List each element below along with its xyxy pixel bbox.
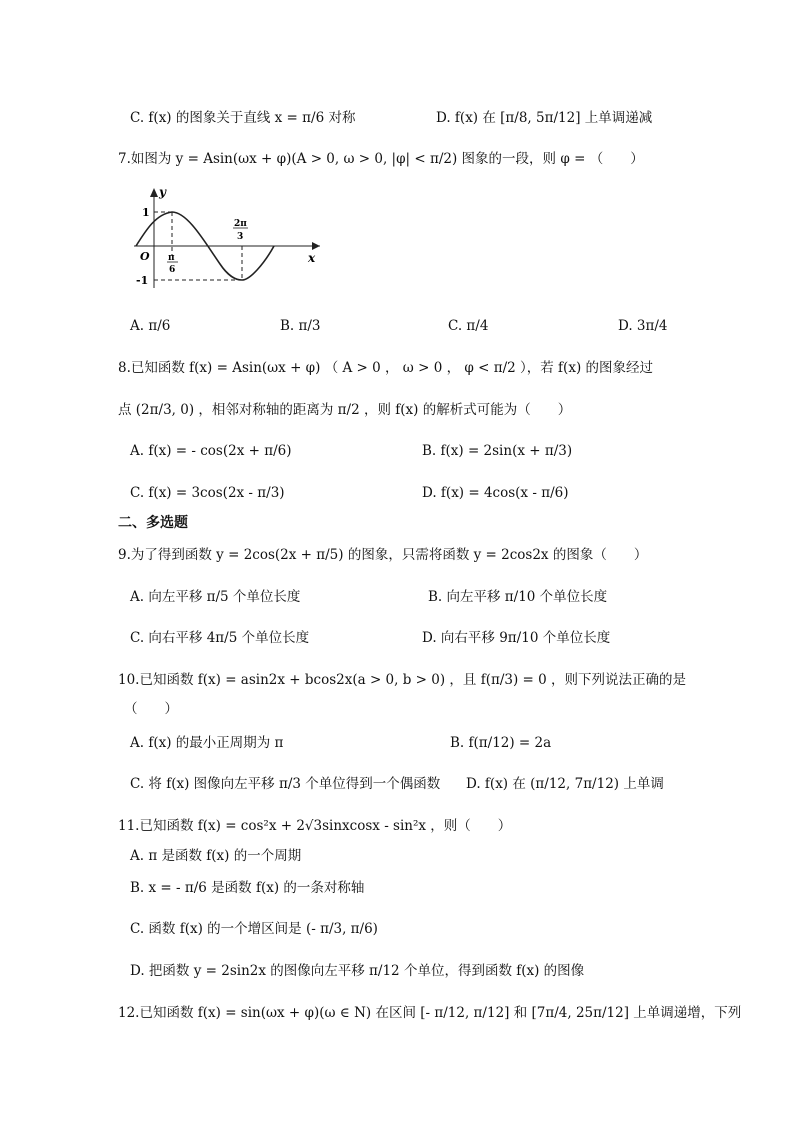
svg-text:6: 6	[169, 265, 176, 275]
q10-option-c: C. 将 f(x) 图像向左平移 π/3 个单位得到一个偶函数	[130, 776, 441, 792]
q9-stem: 9.为了得到函数 y = 2cos(2x + π/5) 的图象，只需将函数 y = 2cos2x 的图象（ ）	[118, 547, 648, 563]
q6-option-d: D. f(x) 在 [π/8, 5π/12] 上单调递减	[436, 110, 653, 126]
q11-option-b: B. x = - π/6 是函数 f(x) 的一条对称轴	[130, 880, 365, 896]
q10-option-b: B. f(π/12) = 2a	[450, 735, 552, 751]
graph-origin-label: O	[140, 250, 150, 263]
q10-stem-cont: （ ）	[124, 701, 178, 717]
svg-text:2π: 2π	[234, 219, 247, 229]
q9-option-c: C. 向右平移 4π/5 个单位长度	[130, 630, 310, 646]
q11-option-c: C. 函数 f(x) 的一个增区间是 (- π/3, π/6)	[130, 921, 378, 937]
graph-y-label: y	[159, 185, 166, 199]
q8-option-c: C. f(x) = 3cos(2x - π/3)	[130, 485, 285, 501]
q7-option-d: D. 3π/4	[618, 318, 668, 334]
q10-option-a: A. f(x) 的最小正周期为 π	[130, 735, 284, 751]
q8-option-a: A. f(x) = - cos(2x + π/6)	[130, 443, 292, 459]
q7-stem: 7.如图为 y = Asin(ωx + φ)(A > 0, ω > 0, |φ| < π/2) 图象的一段，则 φ = （ ）	[118, 151, 644, 167]
q7-option-b: B. π/3	[280, 318, 321, 334]
q10-stem: 10.已知函数 f(x) = asin2x + bcos2x(a > 0, b > 0) ，且 f(π/3) = 0 ，则下列说法正确的是	[118, 672, 687, 688]
section-heading-multiple-choice: 二、多选题	[118, 515, 188, 531]
q11-stem: 11.已知函数 f(x) = cos²x + 2√3sinxcosx - sin²x ，则（ ）	[118, 818, 512, 834]
q8-option-d: D. f(x) = 4cos(x - π/6)	[422, 485, 569, 501]
q8-stem: 8.已知函数 f(x) = Asin(ωx + φ) （ A > 0 ， ω > 0 ， φ < π/2 ），若 f(x) 的图象经过	[118, 360, 653, 376]
q12-stem: 12.已知函数 f(x) = sin(ωx + φ)(ω ∈ N) 在区间 [- π/12, π/12] 和 [7π/4, 25π/12] 上单调递增，下列	[118, 1005, 742, 1021]
graph-y-bottom-label: -1	[136, 274, 149, 287]
q7-option-c: C. π/4	[448, 318, 489, 334]
q9-option-a: A. 向左平移 π/5 个单位长度	[130, 589, 301, 605]
q7-option-a: A. π/6	[130, 318, 171, 334]
graph-x-label: x	[308, 251, 316, 265]
q8-option-b: B. f(x) = 2sin(x + π/3)	[422, 443, 573, 459]
q9-option-b: B. 向左平移 π/10 个单位长度	[428, 589, 608, 605]
graph-y-top-label: 1	[142, 206, 150, 219]
svg-text:3: 3	[237, 232, 244, 242]
q11-option-a: A. π 是函数 f(x) 的一个周期	[130, 848, 302, 864]
q6-option-c: C. f(x) 的图象关于直线 x = π/6 对称	[130, 110, 356, 126]
q8-stem-cont: 点 (2π/3, 0) ，相邻对称轴的距离为 π/2 ，则 f(x) 的解析式可能为（ ）	[118, 402, 572, 418]
q9-option-d: D. 向右平移 9π/10 个单位长度	[422, 630, 611, 646]
q11-option-d: D. 把函数 y = 2sin2x 的图像向左平移 π/12 个单位，得到函数 f(x) 的图像	[130, 963, 585, 979]
svg-text:π: π	[168, 253, 175, 263]
q7-sine-graph	[128, 184, 328, 294]
q10-option-d: D. f(x) 在 (π/12, 7π/12) 上单调	[466, 776, 664, 792]
